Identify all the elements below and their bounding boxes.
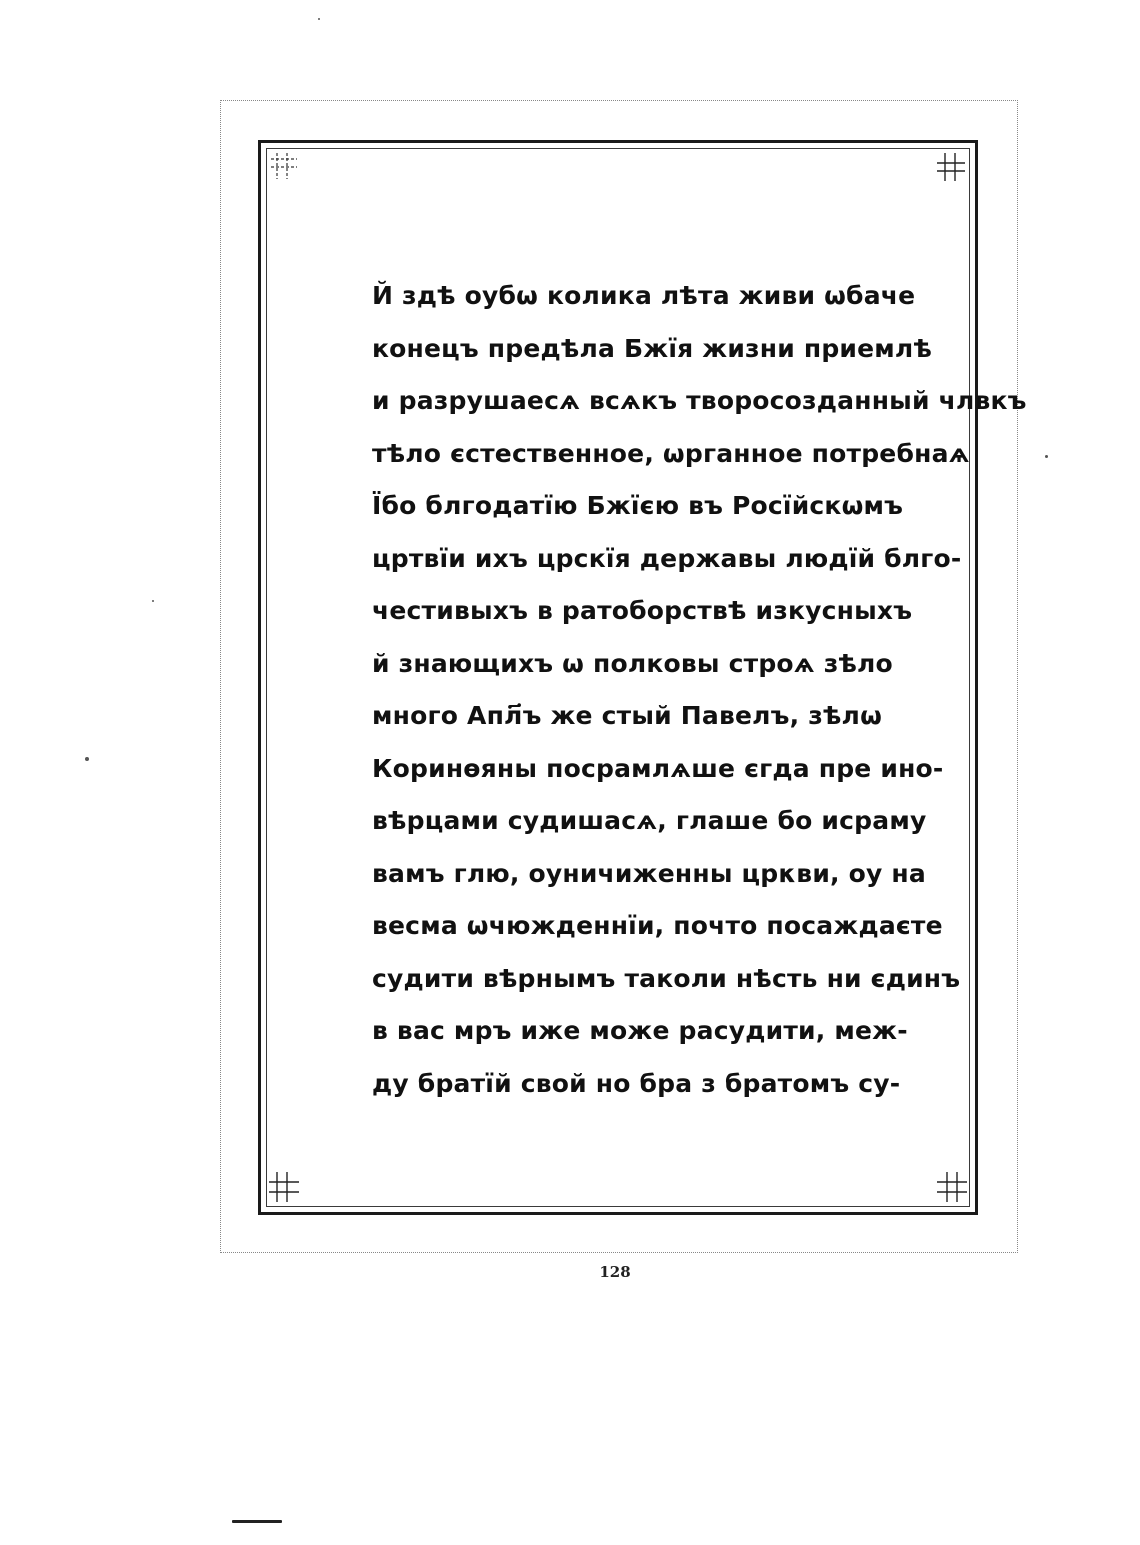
scan-artifact-mark — [232, 1520, 282, 1523]
text-line: вамъ глю, оуничиженны црκви, оу на — [372, 858, 926, 888]
corner-ornament-icon — [933, 1170, 969, 1206]
scan-speck — [152, 600, 154, 602]
body-text — [372, 270, 1027, 1110]
corner-ornament-icon — [933, 149, 969, 185]
text-line: весма ωчюжденнїи, почто посаждаєте — [372, 911, 943, 940]
corner-ornament-icon — [267, 1170, 303, 1206]
corner-ornament-icon — [267, 149, 303, 185]
text-line: вѣрцами судишасѧ, глаше бо исраму — [372, 806, 927, 835]
text-line: в вас мръ иже може расудити, меж- — [372, 1016, 908, 1045]
text-line: судити вѣрнымъ таколи нѣсть ни єдинъ — [372, 963, 961, 993]
text-line: конецъ предѣла Бжїя жизни приемлѣ — [372, 333, 933, 363]
text-line: Коринѳяны посрамлѧше єгда пре ино- — [372, 753, 944, 783]
page-number: 128 — [599, 1263, 631, 1281]
text-line: Їбо блгодатїю Бжїєю въ Росїйскωмъ — [372, 491, 904, 520]
text-line: й знающихъ ω полковы строѧ зѣло — [372, 648, 893, 678]
scan-speck — [318, 18, 320, 20]
text-line: тѣло єстественное, ωрганное потребнаѧ — [372, 438, 970, 468]
text-line: Й здѣ оубω колика лѣта живи ωбаче — [372, 281, 916, 310]
scan-speck — [85, 757, 89, 761]
text-line: и разрушаесѧ всѧкъ творосозданный члвкъ — [372, 386, 1027, 415]
scan-speck — [1045, 455, 1048, 458]
text-line: честивыхъ в ратоборствѣ изкусныхъ — [372, 596, 913, 625]
text-line: много Апл҃ъ же стый Павелъ, зѣлω — [372, 701, 882, 730]
text-line: цртвїи ихъ црскїя державы людїй блго- — [372, 543, 962, 573]
text-line: ду братїй свой но бра з братомъ су- — [372, 1068, 901, 1098]
